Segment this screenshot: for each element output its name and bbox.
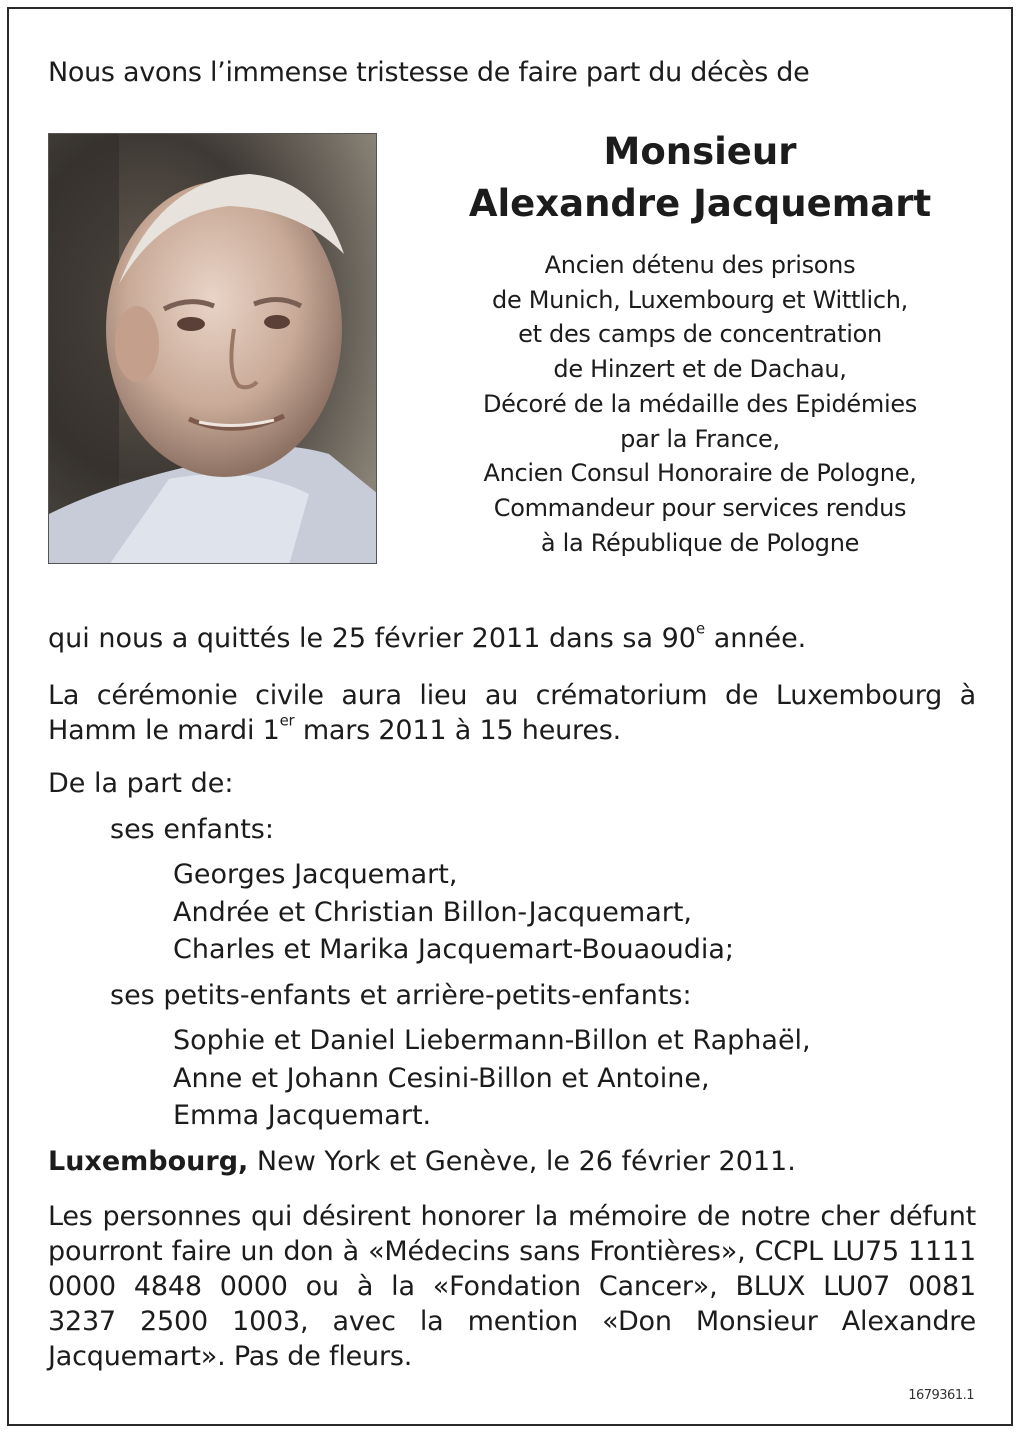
deceased-name: Alexandre Jacquemart: [468, 182, 932, 225]
ceremony-text: [48, 678, 976, 748]
honor-line: Ancien Consul Honoraire de Pologne,: [483, 459, 917, 488]
donation-line: 3237 2500 1003, avec la mention «Don Monsieur Alexandre: [48, 1306, 976, 1337]
donation-line: 0000 4848 0000 ou à la «Fondation Cancer», BLUX LU07 0081: [48, 1271, 976, 1302]
honor-line: Ancien détenu des prisons: [544, 251, 856, 279]
donation-line: pourront faire un don à «Médecins sans Frontières», CCPL LU75 1111: [48, 1236, 976, 1267]
intro-text: Nous avons l’immense tristesse de faire part du décès de: [48, 57, 810, 88]
child-name: Georges Jacquemart,: [173, 859, 458, 890]
ceremony-line-2: Hamm le mardi 1er mars 2011 à 15 heures.: [48, 711, 621, 746]
honors-list: [430, 248, 970, 560]
donation-text: [48, 1199, 976, 1374]
child-name: Andrée et Christian Billon-Jacquemart,: [173, 897, 693, 928]
deceased-title: Monsieur: [603, 130, 797, 173]
from-label: De la part de:: [48, 768, 234, 799]
place-city: Luxembourg,: [48, 1146, 249, 1177]
place-date: Luxembourg, New York et Genève, le 26 février 2011.: [48, 1146, 796, 1177]
honor-line: Décoré de la médaille des Epidémies: [483, 389, 917, 418]
portrait-photo: [48, 133, 377, 564]
donation-line: Jacquemart». Pas de fleurs.: [48, 1341, 413, 1372]
grandchild-name: Anne et Johann Cesini-Billon et Antoine,: [173, 1063, 710, 1094]
honor-line: et des camps de concentration: [518, 320, 882, 349]
death-announcement: qui nous a quittés le 25 février 2011 dans sa 90e année.: [48, 619, 807, 654]
honor-line: de Munich, Luxembourg et Wittlich,: [492, 285, 908, 314]
honor-line: Commandeur pour services rendus: [493, 493, 907, 522]
child-name: Charles et Marika Jacquemart-Bouaoudia;: [173, 934, 735, 965]
children-label: ses enfants:: [110, 814, 274, 845]
honor-line: de Hinzert et de Dachau,: [553, 355, 847, 384]
donation-line: Les personnes qui désirent honorer la mémoire de notre cher défunt: [48, 1201, 976, 1232]
grandchildren-label: ses petits-enfants et arrière-petits-enfants:: [110, 980, 692, 1011]
portrait-illustration: [49, 134, 377, 564]
grandchild-name: Sophie et Daniel Liebermann-Billon et Raphaël,: [173, 1025, 811, 1056]
honor-line: par la France,: [620, 424, 780, 453]
ceremony-line-1: La cérémonie civile aura lieu au crématorium de Luxembourg à: [48, 680, 976, 711]
reference-number: 1679361.1: [908, 1388, 974, 1403]
grandchild-name: Emma Jacquemart.: [173, 1100, 432, 1131]
honor-line: à la République de Pologne: [540, 528, 860, 557]
